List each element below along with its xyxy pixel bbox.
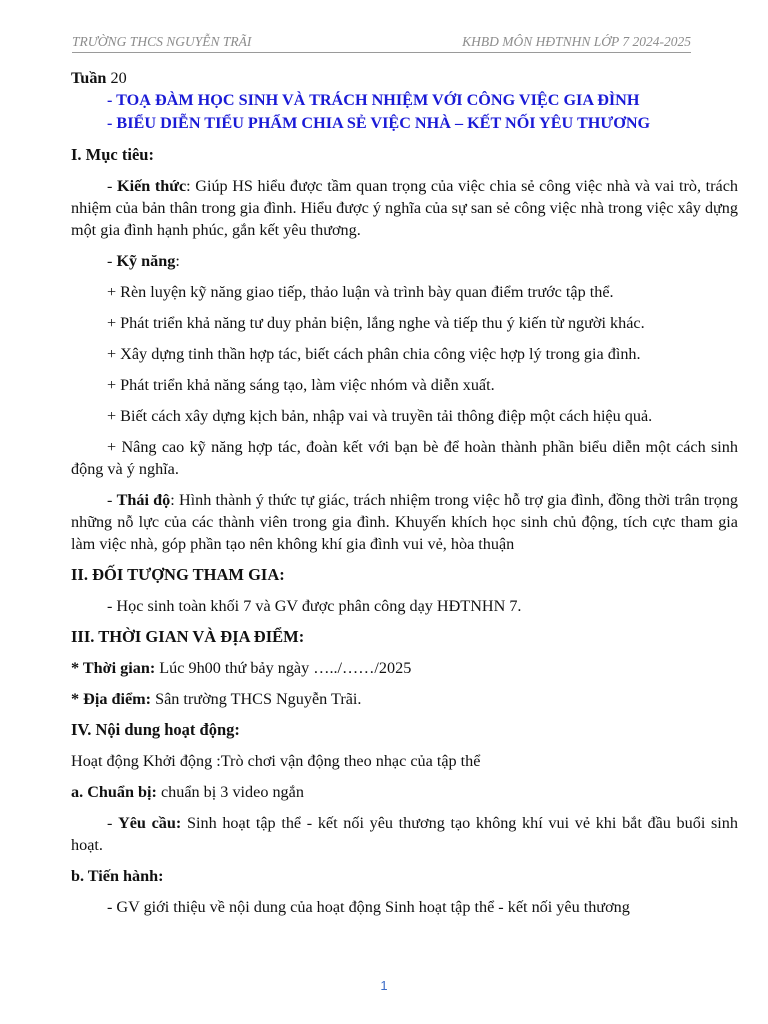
section-3-heading: III. THỜI GIAN VÀ ĐỊA ĐIỂM: — [71, 627, 305, 646]
header-plan: KHBD MÔN HĐTNHN LỚP 7 2024-2025 — [462, 34, 691, 49]
place-label: * Địa điểm: — [71, 690, 152, 708]
requirement-value: Sinh hoạt tập thể - kết nối yêu thương tạo không khí vui vẻ khi bắt đầu buổi sinh hoạt. — [71, 814, 738, 854]
skills-heading: - Kỹ năng: — [107, 252, 180, 270]
skills-label: Kỹ năng — [116, 252, 176, 270]
header-school: TRƯỜNG THCS NGUYỄN TRÃI — [72, 34, 252, 49]
document-body — [71, 67, 738, 918]
preparation-line — [71, 781, 738, 803]
procedure-label: b. Tiến hành: — [71, 867, 164, 885]
attitude-label: Thái độ — [116, 491, 171, 509]
preparation-label: a. Chuẩn bị: — [71, 783, 157, 801]
attitude-text: : Hình thành ý thức tự giác, trách nhiệm trong việc hỗ trợ gia đình, đồng thời trân trọng những nỗ lực của các thành viên trong gia đình. Khuyến khích học sinh chủ động, tích cực tham gia làm việc nhà, góp phần tạo nên không khí gia đình vui vẻ, hòa thuận — [71, 491, 739, 553]
skill-item: + Xây dựng tinh thần hợp tác, biết cách phân chia công việc hợp lý trong gia đình. — [107, 345, 641, 363]
page-number: 1 — [380, 978, 388, 993]
time-value: Lúc 9h00 thứ bảy ngày …../……/2025 — [155, 659, 412, 677]
page-header — [72, 34, 691, 53]
week-number: 20 — [110, 69, 127, 87]
section-1-heading: I. Mục tiêu: — [71, 145, 154, 164]
time-label: * Thời gian: — [71, 659, 156, 677]
skill-item: + Rèn luyện kỹ năng giao tiếp, thảo luận và trình bày quan điểm trước tập thể. — [107, 283, 614, 301]
requirement-paragraph: - Yêu cầu: Sinh hoạt tập thể - kết nối yêu thương tạo không khí vui vẻ khi bắt đầu buổi sinh hoạt. — [71, 814, 738, 854]
title-line-2: - BIỂU DIỄN TIỂU PHẨM CHIA SẺ VIỆC NHÀ – KẾT NỐI YÊU THƯƠNG — [107, 114, 651, 132]
time-line — [71, 657, 738, 679]
title-line-1: - TOẠ ĐÀM HỌC SINH VÀ TRÁCH NHIỆM VỚI CÔNG VIỆC GIA ĐÌNH — [107, 91, 640, 109]
knowledge-text: : Giúp HS hiểu được tầm quan trọng của việc chia sẻ công việc nhà và vai trò, trách nhiệm của bản thân trong gia đình. Hiểu được ý nghĩa của sự san sẻ công việc nhà trong việc xây dựng một gia đình hạnh phúc, gắn kết yêu thương. — [71, 177, 739, 239]
skill-item: + Nâng cao kỹ năng hợp tác, đoàn kết với bạn bè để hoàn thành phần biểu diễn một cách sinh động và ý nghĩa. — [71, 438, 738, 478]
place-value: Sân trường THCS Nguyễn Trãi. — [151, 690, 362, 708]
skill-item: + Biết cách xây dựng kịch bản, nhập vai và truyền tải thông điệp một cách hiệu quả. — [107, 407, 653, 425]
section-4-heading: IV. Nội dung hoạt động: — [71, 720, 240, 739]
activity-intro: Hoạt động Khởi động :Trò chơi vận động theo nhạc của tập thể — [71, 752, 481, 770]
week-label: Tuần — [71, 69, 107, 87]
knowledge-paragraph: - Kiến thức: Giúp HS hiểu được tầm quan trọng của việc chia sẻ công việc nhà và vai trò, trách nhiệm của bản thân trong gia đình. Hiểu được ý nghĩa của sự san sẻ công việc nhà trong việc xây dựng một gia đình hạnh phúc, gắn kết yêu thương. — [71, 177, 739, 239]
preparation-value: chuẩn bị 3 video ngắn — [156, 783, 304, 801]
requirement-label: Yêu cầu: — [118, 814, 182, 832]
procedure-text: - GV giới thiệu về nội dung của hoạt động Sinh hoạt tập thể - kết nối yêu thương — [107, 898, 630, 916]
skill-item: + Phát triển khả năng tư duy phản biện, lắng nghe và tiếp thu ý kiến từ người khác. — [107, 314, 645, 332]
participants-text: - Học sinh toàn khối 7 và GV được phân công dạy HĐTNHN 7. — [107, 597, 522, 615]
skill-item: + Phát triển khả năng sáng tạo, làm việc nhóm và diễn xuất. — [107, 376, 495, 394]
place-line — [71, 688, 738, 710]
knowledge-label: Kiến thức — [117, 177, 187, 195]
section-2-heading: II. ĐỐI TƯỢNG THAM GIA: — [71, 565, 285, 584]
attitude-paragraph: - Thái độ: Hình thành ý thức tự giác, trách nhiệm trong việc hỗ trợ gia đình, đồng thời trân trọng những nỗ lực của các thành viên trong gia đình. Khuyến khích học sinh chủ động, tích cực tham gia làm việc nhà, góp phần tạo nên không khí gia đình vui vẻ, hòa thuận — [71, 491, 739, 553]
week-line — [71, 67, 738, 89]
